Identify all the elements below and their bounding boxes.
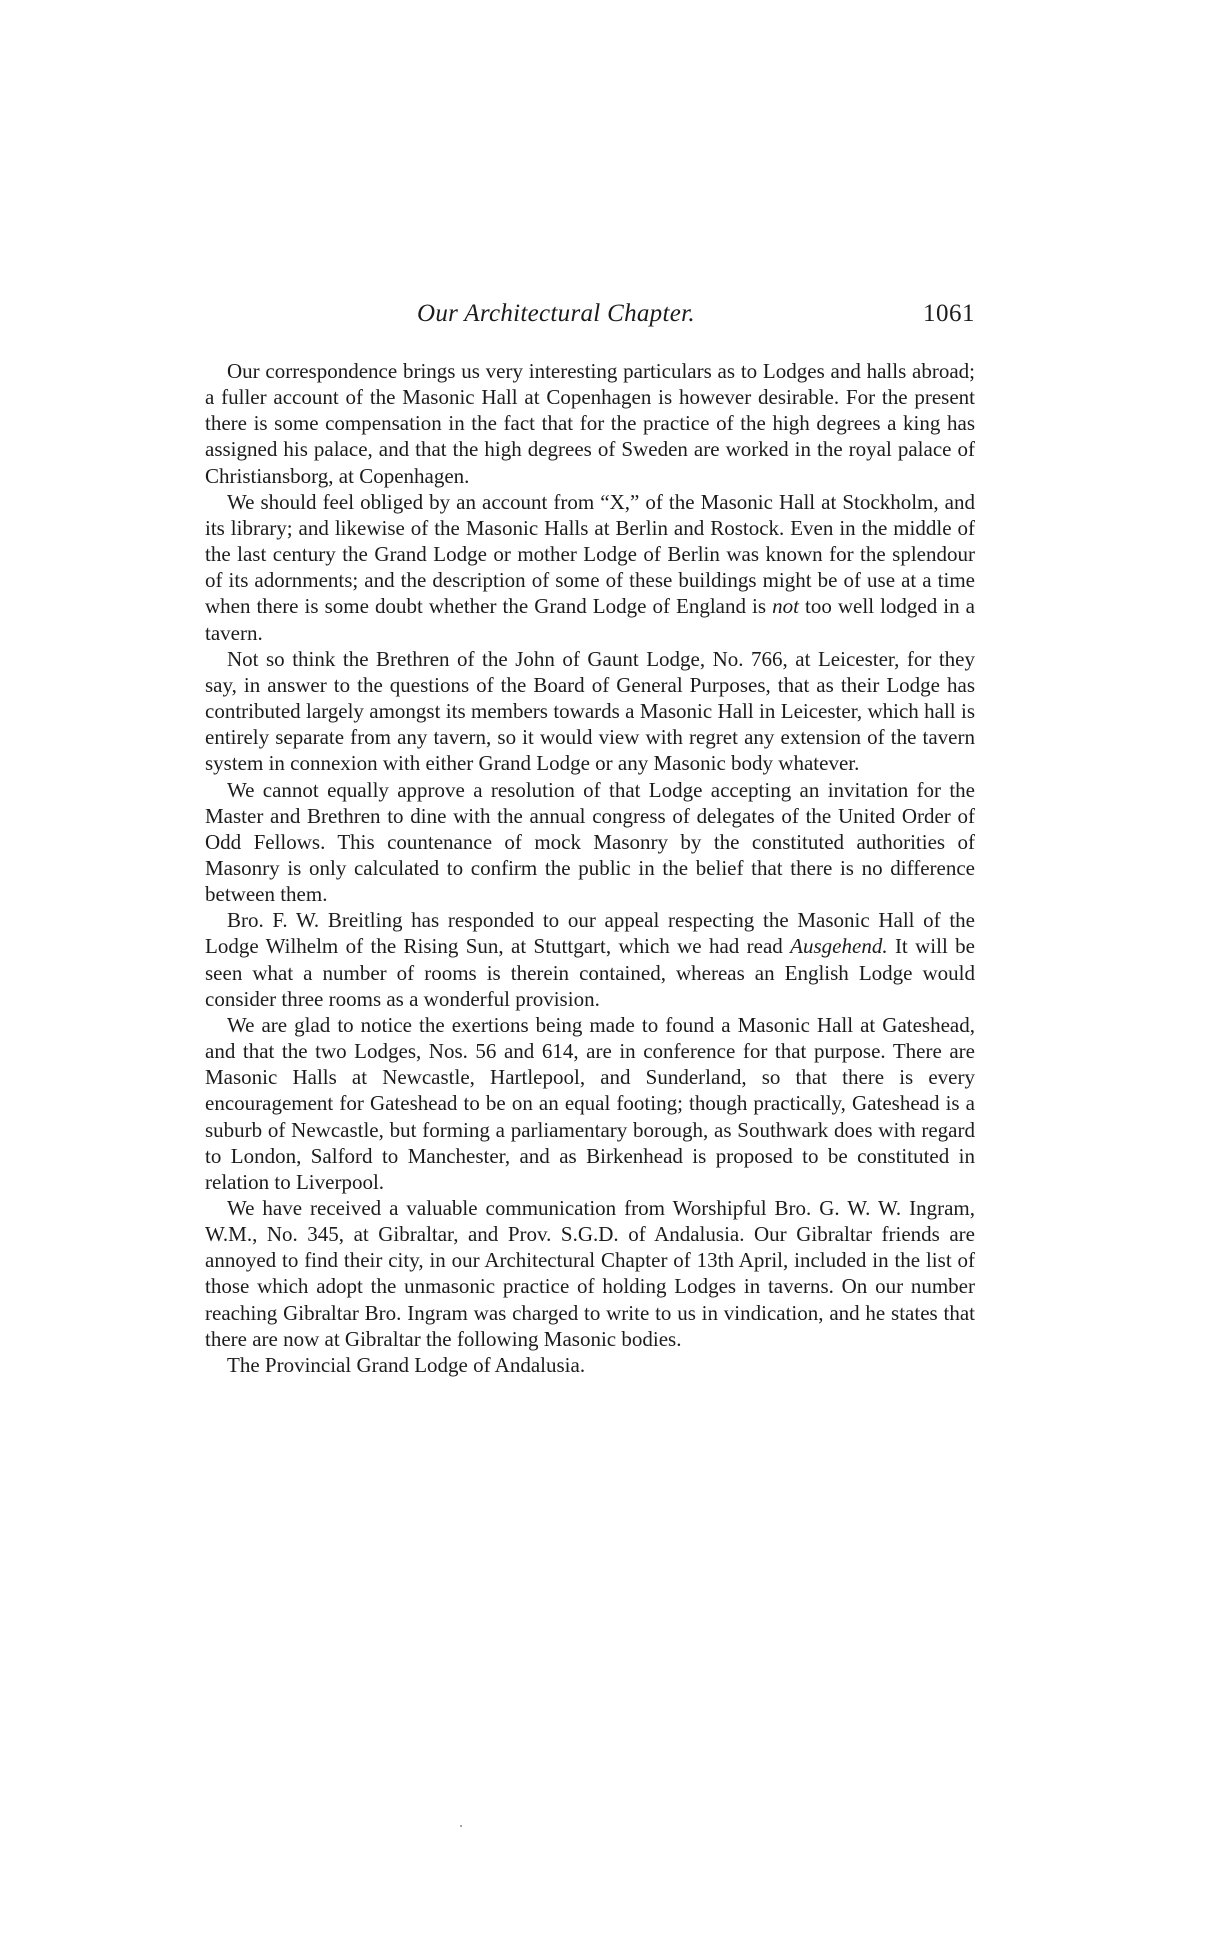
paragraph-5: [205, 907, 975, 1012]
paragraph-text: Bro. F. W. Breitling has responded to our appeal respecting the Masonic Hall of the Lodge Wilhelm of the Rising Sun, at Stuttgart, which we had read: [205, 908, 975, 959]
paragraph-text: We have received a valuable communication from Worshipful Bro. G. W. W. Ingram, W.M., No. 345, at Gibraltar, and Prov. S.G.D. of Andalusia. Our Gibraltar friends are annoyed to find their city, in our Architectural Chapter of 13th April, included in the list of those which adopt the unmasonic practice of holding Lodges in taverns. On our number reaching Gibraltar Bro. Ingram was charged to write to us in vindication, and he states that there are now at Gibraltar the following Masonic bodies.: [205, 1196, 975, 1351]
paragraph-text: It will be seen what a number of rooms is therein contained, whereas an English Lodge would consider three rooms as a wonderful provision.: [205, 934, 975, 1011]
paragraph-3: [205, 646, 975, 777]
paragraph-7: [205, 1195, 975, 1352]
paragraph-text: We cannot equally approve a resolution of that Lodge accepting an invitation for the Master and Brethren to dine with the annual congress of delegates of the United Order of Odd Fellows. This countenance of mock Masonry by the constituted authorities of Masonry is only calculated to confirm the public in the belief that there is no difference between them.: [205, 777, 975, 907]
paragraph-8: [205, 1352, 975, 1378]
emphasis-not: not: [772, 594, 799, 619]
paragraph-text: too well lodged in a tavern.: [205, 594, 975, 645]
paragraph-text: Our correspondence brings us very interesting particulars as to Lodges and halls abroad; a fuller account of the Masonic Hall at Copenhagen is however desirable. For the present there is some compensation in the fact that for the practice of the high degrees a king has assigned his palace, and that the high degrees of Sweden are worked in the royal palace of Christiansborg, at Copenhagen.: [205, 359, 975, 488]
paragraph-2: [205, 489, 975, 646]
running-header: [205, 300, 975, 340]
paragraph-6: [205, 1012, 975, 1195]
running-title: Our Architectural Chapter.: [417, 300, 695, 327]
page-number: 1061: [923, 300, 975, 327]
paragraph-text: The Provincial Grand Lodge of Andalusia.: [227, 1352, 586, 1377]
paragraph-text: Not so think the Brethren of the John of Gaunt Lodge, No. 766, at Leicester, for they say, in answer to the questions of the Board of General Purposes, that as their Lodge has contributed largely amongst its members towards a Masonic Hall in Leicester, which hall is entirely separate from any tavern, so it would view with regret any extension of the tavern system in connexion with either Grand Lodge or any Masonic body whatever.: [205, 646, 975, 776]
article-body: [205, 358, 975, 1378]
paragraph-text: We should feel obliged by an account from “X,” of the Masonic Hall at Stockholm, and its library; and likewise of the Masonic Halls at Berlin and Rostock. Even in the middle of the last century the Grand Lodge or mother Lodge of Berlin was known for the splendour of its adornments; and the description of some of these buildings might be of use at a time when there is some doubt whether the Grand Lodge of England is: [205, 489, 975, 619]
paragraph-4: [205, 777, 975, 908]
paragraph-text: We are glad to notice the exertions being made to found a Masonic Hall at Gateshead, and that the two Lodges, Nos. 56 and 614, are in conference for that purpose. There are Masonic Halls at Newcastle, Hartlepool, and Sunderland, so that there is every encouragement for Gateshead to be on an equal footing; though practically, Gateshead is a suburb of Newcastle, but forming a parliamentary borough, as Southwark does with regard to London, Salford to Manchester, and as Birkenhead is proposed to be constituted in relation to Liverpool.: [205, 1012, 975, 1194]
ink-speck: [460, 1825, 462, 1827]
paragraph-1: [205, 358, 975, 489]
emphasis-ausgehend: Ausgehend.: [790, 934, 888, 959]
